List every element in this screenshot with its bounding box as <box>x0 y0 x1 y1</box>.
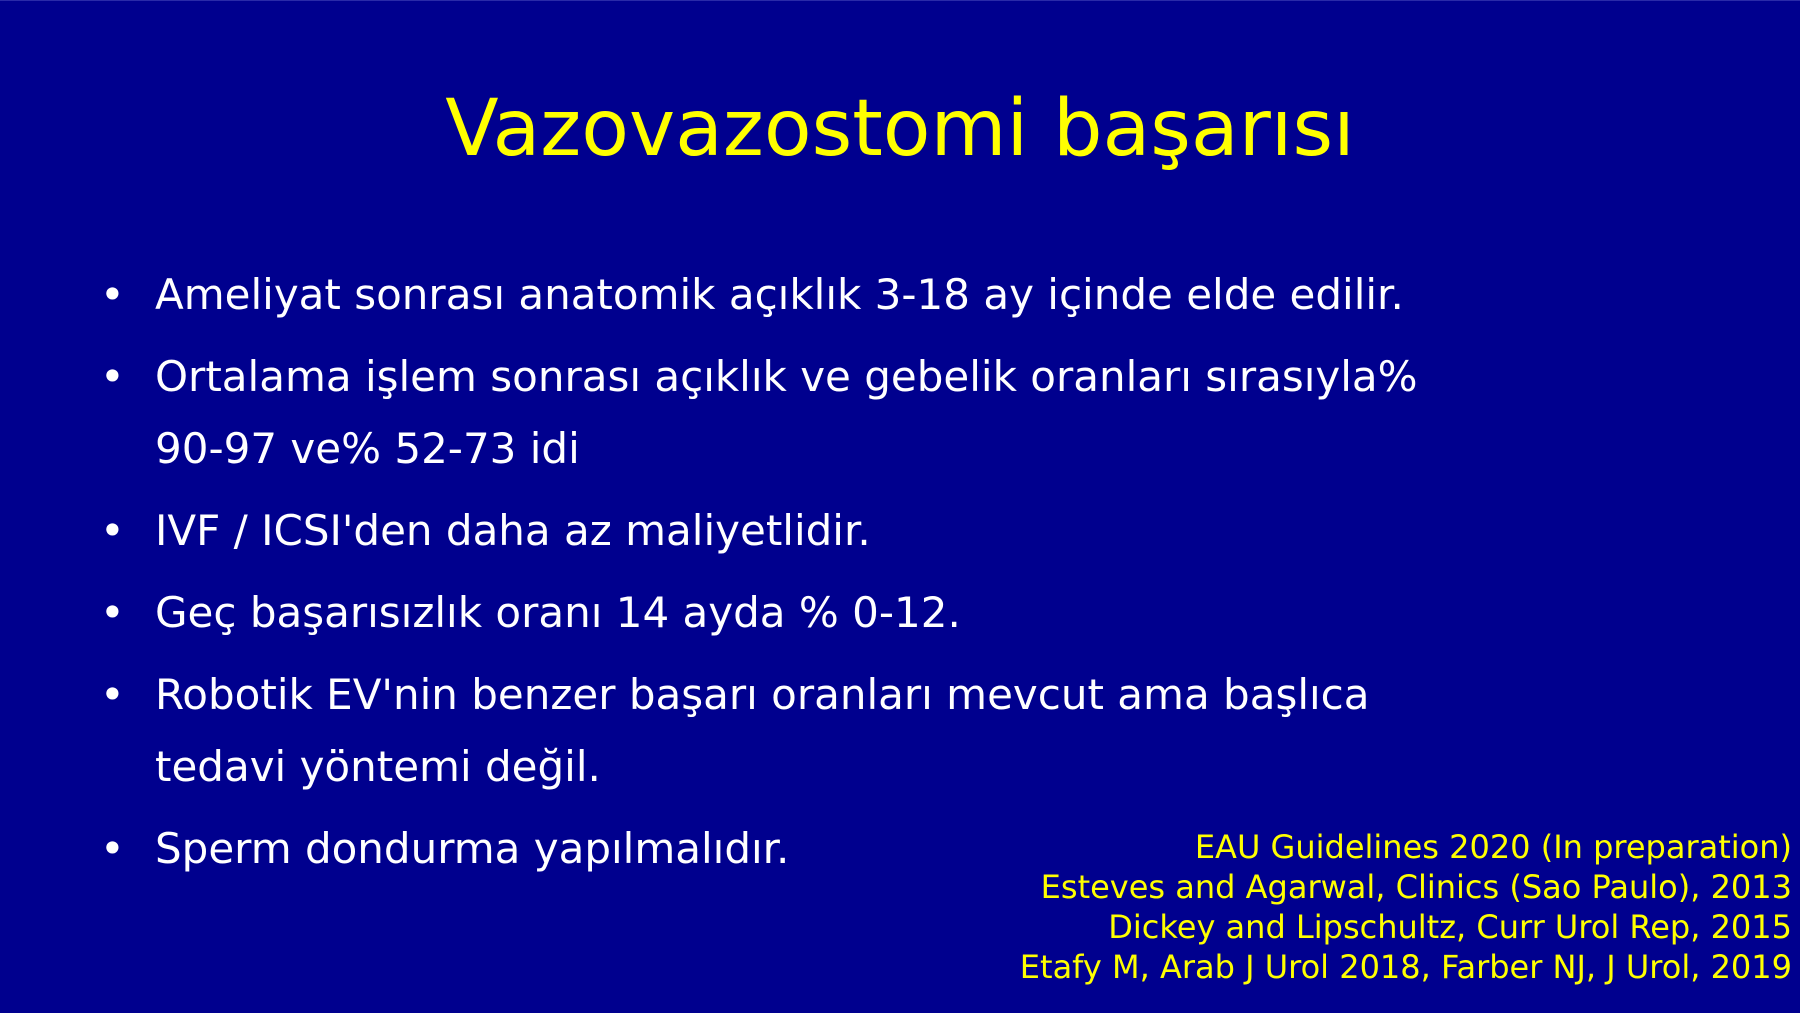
bullet-item <box>100 341 1600 485</box>
bullet-text: IVF / ICSI'den daha az maliyetlidir. <box>155 506 871 555</box>
bullet-item <box>100 577 1600 649</box>
bullet-point-icon: • <box>100 352 125 401</box>
bullet-text: Robotik EV'nin benzer başarı oranları mevcut ama başlıca tedavi yöntemi değil. <box>155 670 1370 791</box>
slide-title: Vazovazostomi başarısı <box>445 84 1355 174</box>
bullet-item <box>100 659 1600 803</box>
bullet-point-icon: • <box>100 824 125 873</box>
bullet-text: Ameliyat sonrası anatomik açıklık 3-18 ay içinde elde edilir. <box>155 270 1404 319</box>
references-block <box>1020 827 1792 987</box>
reference-line: Etafy M, Arab J Urol 2018, Farber NJ, J Urol, 2019 <box>1019 948 1792 986</box>
reference-line: Dickey and Lipschultz, Curr Urol Rep, 2015 <box>1108 908 1792 946</box>
bullet-text: Geç başarısızlık oranı 14 ayda % 0-12. <box>155 588 961 637</box>
bullet-point-icon: • <box>100 270 125 319</box>
bullet-list <box>100 259 1600 895</box>
bullet-item <box>100 259 1600 331</box>
bullet-point-icon: • <box>100 670 125 719</box>
bullet-text: Ortalama işlem sonrası açıklık ve gebelik oranları sırasıyla% 90-97 ve% 52-73 idi <box>155 352 1418 473</box>
bullet-point-icon: • <box>100 588 125 637</box>
bullet-point-icon: • <box>100 506 125 555</box>
bullet-item <box>100 495 1600 567</box>
reference-line: Esteves and Agarwal, Clinics (Sao Paulo), 2013 <box>1040 868 1792 906</box>
bullet-text: Sperm dondurma yapılmalıdır. <box>155 824 790 873</box>
reference-line: EAU Guidelines 2020 (In preparation) <box>1194 828 1792 866</box>
